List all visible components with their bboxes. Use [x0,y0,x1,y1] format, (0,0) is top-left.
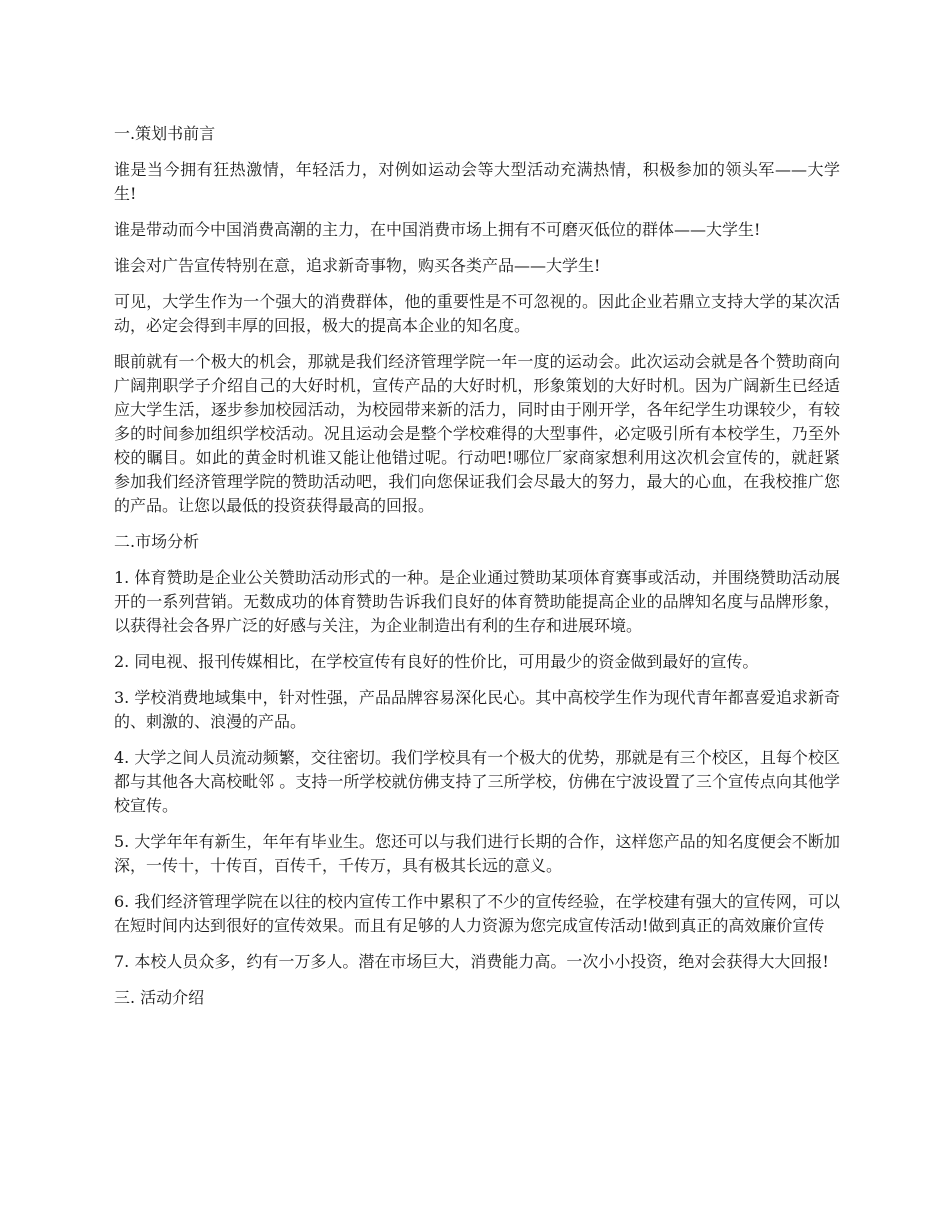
section-heading-market-analysis: 二.市场分析 [114,532,200,551]
list-item-point-4: 4. 大学之间人员流动频繁，交往密切。我们学校具有一个极大的优势，那就是有三个校区，且每个校区都与其他各大高校毗邻 。支持一所学校就仿佛支持了三所学校，仿佛在宁波设置了三个宣传点向其他学校宣传。 [114,748,840,815]
list-item-point-6: 6. 我们经济管理学院在以往的校内宣传工作中累积了不少的宣传经验，在学校建有强大的宣传网，可以在短时间内达到很好的宣传效果。而且有足够的人力资源为您完成宣传活动!做到真正的高效廉价宣传 [114,892,840,935]
paragraph-who-consumption: 谁是带动而今中国消费高潮的主力，在中国消费市场上拥有不可磨灭低位的群体——大学生! [114,220,761,239]
paragraph-importance: 可见，大学生作为一个强大的消费群体，他的重要性是不可忽视的。因此企业若鼎立支持大学的某次活动，必定会得到丰厚的回报，极大的提高本企业的知名度。 [114,292,840,335]
paragraph-who-passion: 谁是当今拥有狂热激情，年轻活力，对例如运动会等大型活动充满热情，积极参加的领头军——大学生! [114,160,840,203]
list-item-point-7: 7. 本校人员众多，约有一万多人。潜在市场巨大，消费能力高。一次小小投资，绝对会获得大大回报! [114,952,829,971]
list-item-point-2: 2. 同电视、报刊传媒相比，在学校宣传有良好的性价比，可用最少的资金做到最好的宣传。 [114,652,759,671]
paragraph-who-advertising: 谁会对广告宣传特别在意，追求新奇事物，购买各类产品——大学生! [114,256,601,275]
document-page [114,122,840,1022]
list-item-point-3: 3. 学校消费地域集中，针对性强，产品品牌容易深化民心。其中高校学生作为现代青年都喜爱追求新奇的、刺激的、浪漫的产品。 [114,688,840,731]
list-item-point-5: 5. 大学年年有新生，年年有毕业生。您还可以与我们进行长期的合作，这样您产品的知名度便会不断加深，一传十，十传百，百传千，千传万，具有极其长远的意义。 [114,832,840,875]
paragraph-opportunity: 眼前就有一个极大的机会，那就是我们经济管理学院一年一度的运动会。此次运动会就是各个赞助商向广阔荆职学子介绍自己的大好时机，宣传产品的大好时机，形象策划的大好时机。因为广阔新生已经适应大学生活，逐步参加校园活动，为校园带来新的活力，同时由于刚开学，各年纪学生功课较少，有较多的时间参加组织学校活动。况且运动会是整个学校难得的大型事件，必定吸引所有本校学生，乃至外校的瞩目。如此的黄金时机谁又能让他错过呢。行动吧!哪位厂家商家想利用这次机会宣传的，就赶紧参加我们经济管理学院的赞助活动吧，我们向您保证我们会尽最大的努力，最大的心血，在我校推广您的产品。让您以最低的投资获得最高的回报。 [114,352,840,515]
section-heading-preface: 一.策划书前言 [114,124,216,143]
list-item-point-1: 1. 体育赞助是企业公关赞助活动形式的一种。是企业通过赞助某项体育赛事或活动，并围绕赞助活动展开的一系列营销。无数成功的体育赞助告诉我们良好的体育赞助能提高企业的品牌知名度与品牌形象，以获得社会各界广泛的好感与关注，为企业制造出有利的生存和进展环境。 [114,568,840,635]
section-heading-activity-intro: 三. 活动介绍 [114,988,205,1007]
